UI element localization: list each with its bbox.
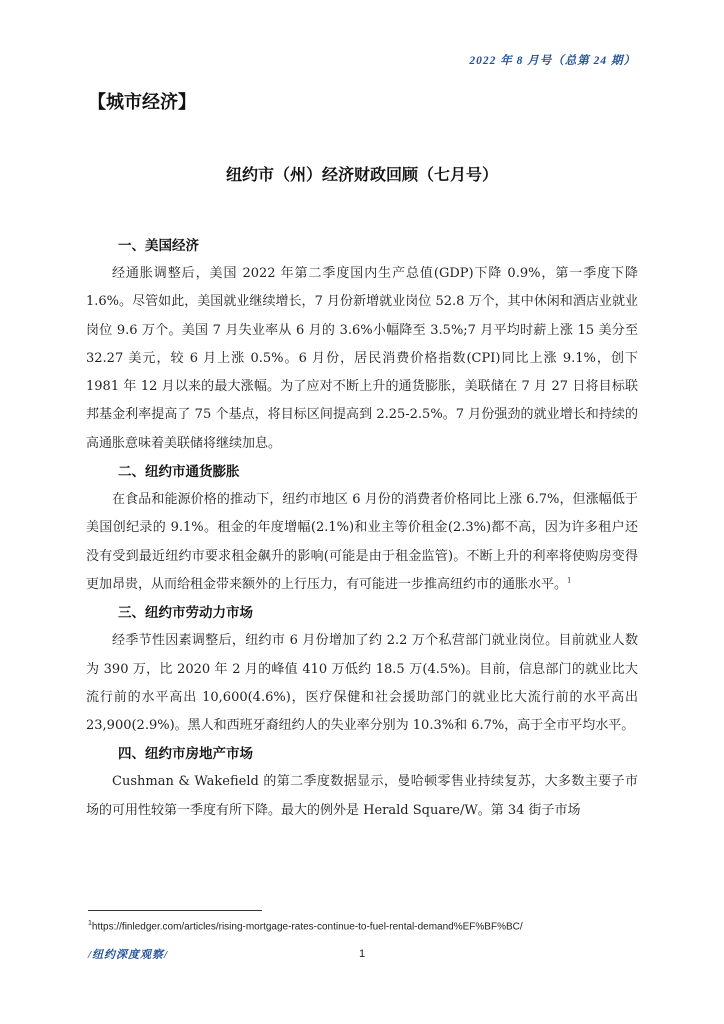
footnote-link[interactable]: https://finledger.com/articles/rising-mortgage-rates-continue-to-fuel-rental-demand%EF%BF%BC/ bbox=[91, 921, 523, 933]
section-paragraph: Cushman & Wakefield 的第二季度数据显示，曼哈顿零售业持续复苏，大多数主要子市场的可用性较第一季度有所下降。最大的例外是 Herald Square/W。第 34 街子市场 bbox=[86, 774, 638, 818]
section-heading: 三、纽约市劳动力市场 bbox=[118, 605, 253, 622]
section-paragraph bbox=[86, 486, 638, 599]
page-title: 纽约市（州）经济财政回顾（七月号） bbox=[225, 165, 498, 184]
section-paragraph: 经通胀调整后，美国 2022 年第二季度国内生产总值(GDP)下降 0.9%，第一季度下降 1.6%。尽管如此，美国就业继续增长，7 月份新增就业岗位 52.8 万个，其中休闲和酒店业就业岗位 9.6 万个。美国 7 月失业率从 6 月的 3.6%小幅降至 3.5%;7 月平均时薪上涨 15 美分至 32.27 美元，较 6 月上涨 0.5%。6 月份，居民消费价格指数(CPI)同比上涨 9.1%，创下 1981 年 12 月以来的最大涨幅。为了应对不断上升的通货膨胀，美联储在 7 月 27 日将目标联邦基金利率提高了 75 个基点，将目标区间提高到 2.25-2.5%。7 月份强劲的就业增长和持续的高通胀意味着美联储将继续加息。 bbox=[86, 266, 638, 451]
section-paragraph: 经季节性因素调整后，纽约市 6 月份增加了约 2.2 万个私营部门就业岗位。目前就业人数为 390 万，比 2020 年 2 月的峰值 410 万低约 18.5 万(4.5%)。目前，信息部门的就业比大流行前的水平高出 10,600(4.6%)，医疗保健和社会援助部门的就业比大流行前的水平高出 23,900(2.9%)。黑人和西班牙裔纽约人的失业率分别为 10.3%和 6.7%，高于全市平均水平。 bbox=[86, 633, 638, 734]
footnote bbox=[88, 920, 648, 932]
footer-publication: /纽约深度观察/ bbox=[88, 949, 169, 961]
section-nyc-labor bbox=[86, 599, 638, 740]
footnote-mark: 1 bbox=[88, 920, 92, 927]
footnote-divider bbox=[88, 910, 262, 911]
section-heading: 二、纽约市通货膨胀 bbox=[118, 464, 240, 481]
page-number: 1 bbox=[358, 948, 366, 960]
section-heading: 四、纽约市房地产市场 bbox=[118, 746, 253, 763]
section-nyc-inflation bbox=[86, 458, 638, 599]
issue-label: 2022 年 8 月号（总第 24 期） bbox=[469, 55, 636, 67]
paragraph-text: 在食品和能源价格的推动下，纽约市地区 6 月份的消费者价格同比上涨 6.7%，但涨幅低于美国创纪录的 9.1%。租金的年度增幅(2.1%)和业主等价租金(2.3%)都不高，因为许多租户还没有受到最近纽约市要求租金飙升的影响(可能是由于租金监管)。不断上升的利率将使购房变得更加昂贵，从而给租金带来额外的上行压力，有可能进一步推高纽约市的通胀水平。 bbox=[86, 492, 638, 592]
section-us-economy bbox=[86, 232, 638, 458]
article-body bbox=[86, 232, 638, 825]
section-tag: 【城市经济】 bbox=[88, 92, 196, 113]
section-heading: 一、美国经济 bbox=[118, 238, 199, 254]
footnote-reference[interactable]: 1 bbox=[567, 576, 572, 585]
section-nyc-real-estate bbox=[86, 740, 638, 825]
